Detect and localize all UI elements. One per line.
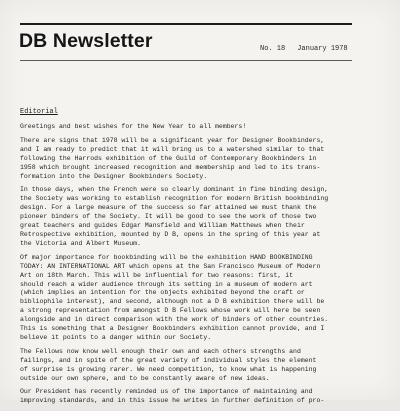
- text-line: (which implies an intention for the objects exhibited beyond the craft or: [20, 289, 305, 297]
- masthead-rule: [20, 60, 352, 61]
- paragraph: [20, 254, 366, 343]
- text-line: 1958 which brought increased recognition and membership and led to its trans-: [20, 163, 321, 171]
- text-line: There are signs that 1978 will be a significant year for Designer Bookbinders,: [20, 136, 325, 144]
- text-line: outside our own sphere, and to be constantly aware of new ideas.: [20, 374, 270, 382]
- text-line: the Society was working to establish recognition for modern British bookbinding: [20, 195, 329, 203]
- issue-date: January 1978: [297, 45, 348, 53]
- editorial-heading: Editorial: [20, 108, 58, 116]
- text-line: Greetings and best wishes for the New Year to all members!: [20, 123, 247, 130]
- text-line: believe it points to a danger within our Society.: [20, 333, 212, 341]
- text-line: pioneer binders of the Society. It will be good to see the work of those two: [20, 213, 317, 221]
- text-line: design. For a large measure of the success so far attained we must thank the: [20, 204, 317, 212]
- text-line: TODAY: AN INTERNATIONAL ART which opens at the San Francisco Museum of Modern: [20, 262, 321, 270]
- text-line: This is something that a Designer Bookbinders exhibition cannot provide, and I: [20, 325, 325, 333]
- editorial-body: [20, 123, 366, 411]
- text-line: of surprise is growing rarer. We need competition, to know what is happening: [20, 365, 317, 373]
- text-line: following the Harrods exhibition of the Guild of Contemporary Bookbinders in: [20, 154, 317, 162]
- issue-number: No. 18: [260, 45, 286, 53]
- text-line: alongside and in direct comparison with the work of binders of other countries.: [20, 316, 329, 324]
- newsletter-title: DB Newsletter: [19, 30, 153, 52]
- top-rule: [20, 23, 352, 25]
- paragraph: [20, 137, 366, 182]
- text-line: and I am ready to predict that it will bring us to a watershed similar to that: [20, 145, 325, 153]
- paragraph: [20, 348, 366, 384]
- paragraph: [20, 123, 366, 132]
- issue-line: [260, 46, 348, 53]
- text-line: Retrospective exhibition, mounted by D B, opens in the spring of this year at: [20, 230, 321, 238]
- text-line: a strong representation from amongst D B Fellows whose work will here be seen: [20, 307, 321, 315]
- paragraph: [20, 388, 366, 406]
- text-line: failings, and in spite of the great variety of individual styles the element: [20, 356, 317, 364]
- text-line: Of major importance for bookbinding will be the exhibition HAND BOOKBINDING: [20, 253, 313, 261]
- text-line: great teachers and guides Edgar Mansfield and William Matthews when their: [20, 222, 305, 230]
- text-line: The Fellows now know well enough their own and each others strengths and: [20, 347, 301, 355]
- text-line: formation into the Designer Bookbinders Society.: [20, 172, 208, 180]
- text-line: Our President has recently reminded us of the importance of maintaining and: [20, 388, 313, 396]
- text-line: should reach a wider audience through its setting in a museum of modern art: [20, 280, 313, 288]
- paragraph: [20, 186, 366, 248]
- text-line: the Victoria and Albert Museum.: [20, 239, 141, 247]
- text-line: improving standards, and in this issue he writes in further definition of pro-: [20, 397, 325, 405]
- text-line: bibliophile interest), and second, although not a D B exhibition there will be: [20, 298, 325, 306]
- text-line: In those days, when the French were so clearly dominant in fine binding design,: [20, 186, 329, 194]
- text-line: Art on 18th March. This will be influential for two reasons: first, it: [20, 271, 294, 279]
